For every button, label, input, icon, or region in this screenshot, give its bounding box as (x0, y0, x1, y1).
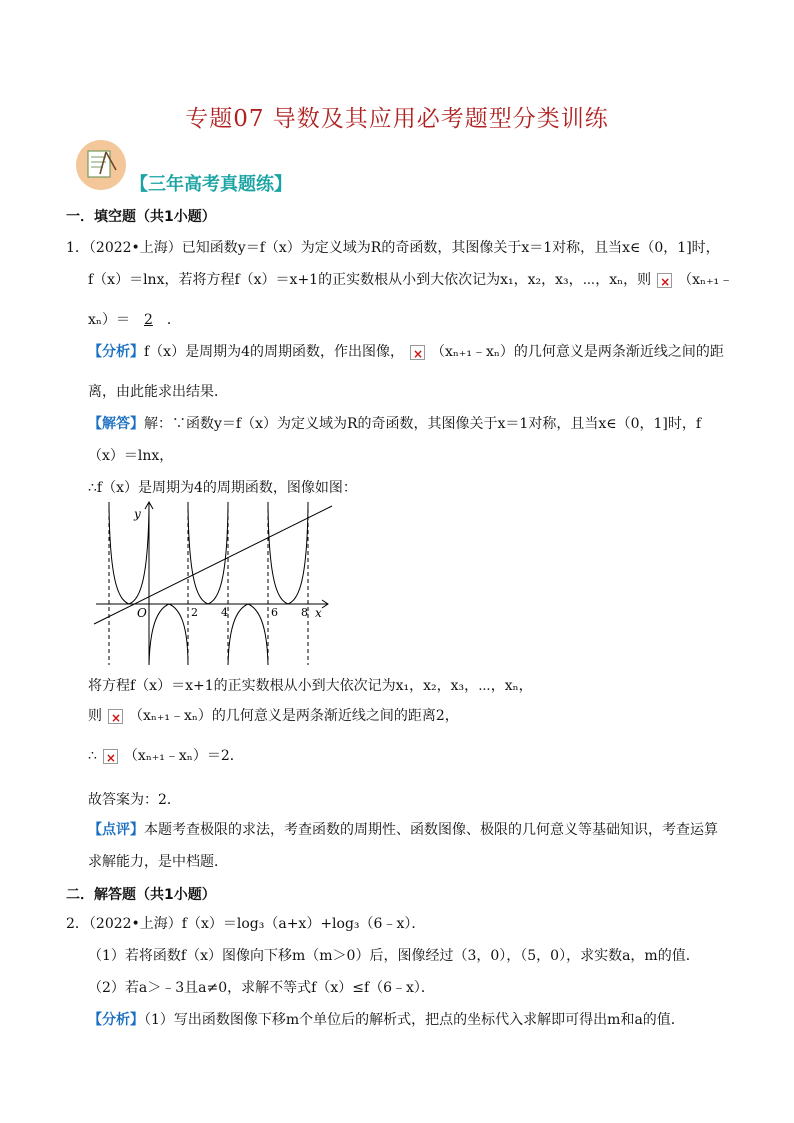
q1-line3-text: xₙ）＝ (88, 312, 130, 328)
tick-4: 4 (221, 606, 228, 619)
q1-line3 (88, 310, 181, 330)
tick-2: 2 (191, 606, 198, 619)
origin-label: O (137, 606, 147, 620)
line-y-eq-x-plus-1 (94, 506, 332, 624)
q2-analysis-tag: 【分析】 (88, 1012, 144, 1028)
broken-image-icon (103, 749, 118, 764)
broken-image-icon (657, 273, 672, 288)
q2-line3: （2）若a＞﹣3且a≠0，求解不等式f（x）≤f（6﹣x）． (88, 980, 435, 996)
asymptotes (109, 502, 308, 665)
q2-line2: （1）若将函数f（x）图像向下移m（m＞0）后，图像经过（3，0），（5，0），求实数a，m的值． (88, 948, 700, 964)
final-answer: 故答案为：2． (88, 792, 181, 808)
after-line3-text: （xₙ₊₁﹣xₙ）＝2． (123, 748, 244, 764)
analysis-text-a: f（x）是周期为4的周期函数，作出图像， (144, 344, 404, 360)
page-title: 专题07 导数及其应用必考题型分类训练 (185, 106, 609, 132)
x-axis-label: x (315, 606, 322, 620)
q2-line1: 2．（2022•上海）f（x）＝log₃（a+x）+log₃（6﹣x）． (66, 916, 426, 932)
solution-line2: （x）＝lnx， (88, 448, 174, 464)
q1-answer: 2 (143, 312, 153, 328)
y-axis-label: y (134, 507, 141, 521)
comment-tag: 【点评】 (88, 822, 144, 838)
q1-line2-tail: （xₙ₊₁﹣ (678, 272, 734, 288)
broken-image-icon (108, 709, 123, 724)
section-banner: 【三年高考真题练】 (130, 174, 292, 195)
tick-6: 6 (271, 606, 278, 619)
after-line1: 将方程f（x）＝x+1的正实数根从小到大依次记为x₁，x₂，x₃，⋯，xₙ， (88, 678, 533, 694)
q2-analysis (88, 1010, 685, 1030)
solution-line1 (88, 414, 701, 434)
q1-line3-end: ． (166, 312, 181, 328)
comment-line2: 求解能力，是中档题． (88, 854, 228, 870)
q1-line2-text: f（x）＝lnx，若将方程f（x）＝x+1的正实数根从小到大依次记为x₁，x₂，x₃，⋯，xₙ，则 (88, 272, 652, 288)
analysis-text-b: （xₙ₊₁﹣xₙ）的几何意义是两条渐近线之间的距 (430, 344, 724, 360)
curve-lower (149, 604, 268, 665)
after-line2-prefix: 则 (88, 708, 102, 724)
q1-line2 (88, 270, 733, 290)
comment-text-a: 本题考查极限的求法，考查函数的周期性、函数图像、极限的几何意义等基础知识，考查运算 (144, 822, 718, 838)
section2-heading: 二．解答题（共1小题） (66, 887, 216, 903)
solution-text-a: 解：∵函数y＝f（x）为定义域为R的奇函数，其图像关于x＝1对称，且当x∈（0，1]时，f (144, 416, 702, 432)
tick-8: 8 (301, 606, 308, 619)
section1-heading: 一．填空题（共1小题） (66, 209, 216, 225)
q2-analysis-text: （1）写出函数图像下移m个单位后的解析式，把点的坐标代入求解即可得出m和a的值． (144, 1012, 685, 1028)
section-badge-icon (76, 140, 126, 190)
after-line3 (88, 746, 244, 766)
analysis-line2: 离，由此能求出结果． (88, 384, 228, 400)
q1-line1: 1．（2022•上海）已知函数y＝f（x）为定义域为R的奇函数，其图像关于x＝1对称，且当x∈（0，1]时， (66, 240, 720, 256)
analysis-line1 (88, 342, 724, 362)
after-line2 (88, 706, 459, 726)
analysis-tag: 【分析】 (88, 344, 144, 360)
comment-line1 (88, 820, 718, 840)
after-line3-prefix: ∴ (88, 748, 97, 764)
function-graph (88, 500, 338, 668)
broken-image-icon (410, 345, 425, 360)
after-line2-text: （xₙ₊₁﹣xₙ）的几何意义是两条渐近线之间的距离2， (129, 708, 459, 724)
solution-line3: ∴f（x）是周期为4的周期函数，图像如图： (88, 480, 357, 496)
solution-tag: 【解答】 (88, 416, 144, 432)
